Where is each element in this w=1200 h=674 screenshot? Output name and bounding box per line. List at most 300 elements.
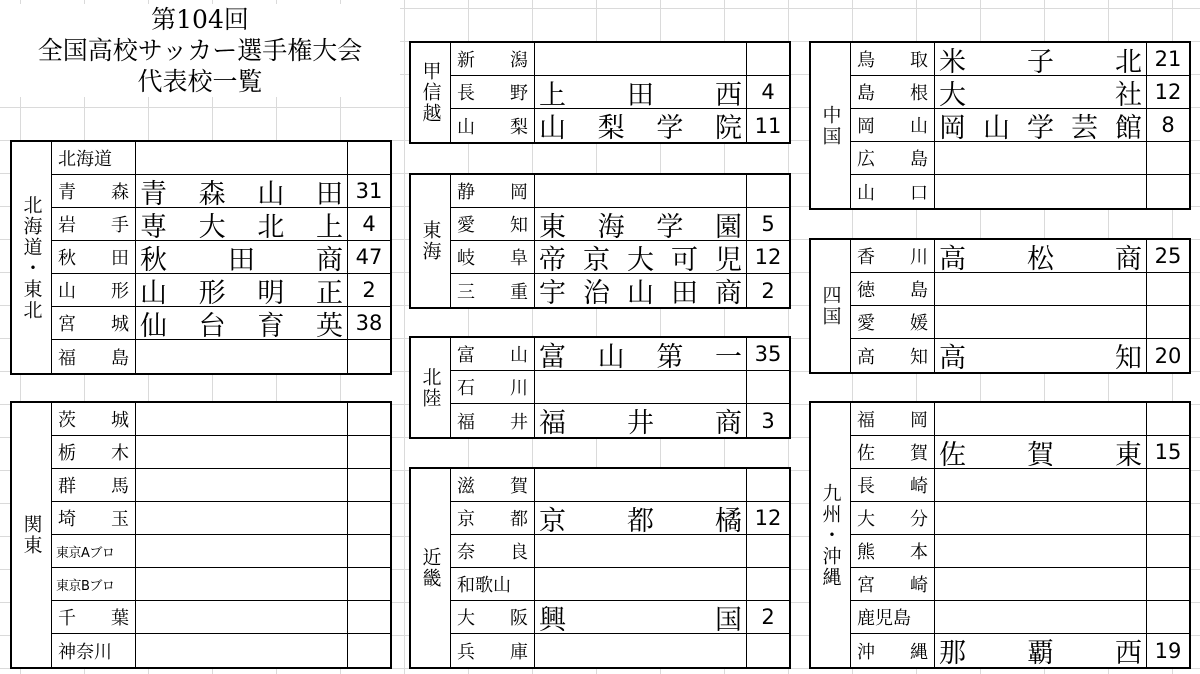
school-cell-char: 山 xyxy=(539,113,566,142)
prefecture-cell-char: 都 xyxy=(510,509,528,530)
table-row xyxy=(52,241,390,274)
table-row xyxy=(451,568,789,601)
prefecture-cell xyxy=(851,306,935,338)
school-cell xyxy=(535,371,747,403)
table-row xyxy=(451,76,789,109)
prefecture-cell: 東京Aブロ xyxy=(52,535,136,567)
prefecture-cell-char: 島 xyxy=(910,280,928,301)
prefecture-cell-char: 鳥 xyxy=(857,50,875,71)
prefecture-cell-char: 滋 xyxy=(457,476,475,497)
school-cell xyxy=(935,339,1147,372)
table-row xyxy=(451,634,789,667)
region-name: 四国 xyxy=(819,285,842,327)
school-cell-char: 高 xyxy=(939,243,966,272)
appearance-count xyxy=(1147,142,1189,174)
prefecture-cell xyxy=(451,502,535,534)
prefecture-cell-char: 岡 xyxy=(510,182,528,203)
prefecture-cell xyxy=(451,274,535,307)
school-cell-char: 佐 xyxy=(939,439,966,468)
prefecture-cell-char: 形 xyxy=(111,281,129,302)
school-cell-char: 山 xyxy=(257,178,285,207)
region-rows xyxy=(851,240,1189,372)
school-cell xyxy=(535,43,747,75)
prefecture-cell xyxy=(451,109,535,142)
school-cell-char: 橘 xyxy=(715,505,742,534)
title-line-3: 代表校一覧 xyxy=(137,67,263,96)
school-cell-char: 那 xyxy=(939,638,966,667)
school-cell-char: 北 xyxy=(257,211,285,240)
prefecture-cell-char: 山 xyxy=(857,182,875,204)
prefecture-cell-char: 木 xyxy=(111,443,129,464)
school-cell xyxy=(935,436,1147,468)
school-cell-char: 商 xyxy=(1115,243,1142,272)
prefecture-cell xyxy=(52,307,136,339)
appearance-count xyxy=(1147,568,1189,600)
appearance-count xyxy=(1147,175,1189,208)
school-cell-char: 上 xyxy=(539,79,566,108)
appearance-count xyxy=(348,436,390,468)
prefecture-cell xyxy=(851,502,935,534)
region-table xyxy=(409,336,791,439)
prefecture-cell xyxy=(52,208,136,240)
appearance-count: 2 xyxy=(761,278,775,303)
prefecture-cell-char: 馬 xyxy=(111,476,129,497)
school-cell-char: 松 xyxy=(1027,243,1054,272)
table-row xyxy=(851,502,1189,535)
school-cell-char: 商 xyxy=(715,408,742,437)
prefecture-cell-char: 埼 xyxy=(58,509,76,530)
prefecture-cell-char: 阜 xyxy=(510,248,528,269)
table-row xyxy=(851,273,1189,306)
school-cell-char: 院 xyxy=(714,113,742,142)
prefecture-cell-char: 新 xyxy=(457,50,475,71)
school-cell-char: 賀 xyxy=(1027,439,1054,468)
prefecture-cell-char: 玉 xyxy=(111,509,129,530)
school-cell-char: 社 xyxy=(1115,79,1142,108)
appearance-count: 12 xyxy=(754,506,782,530)
prefecture-cell xyxy=(52,403,136,435)
school-cell-char: 英 xyxy=(315,310,343,339)
region-rows xyxy=(451,469,789,667)
region-label xyxy=(411,338,451,437)
prefecture-cell xyxy=(451,535,535,567)
appearance-count xyxy=(348,142,390,174)
prefecture-cell: 鹿児島 xyxy=(851,601,935,633)
school-cell xyxy=(935,601,1147,633)
prefecture-cell-char: 賀 xyxy=(510,476,528,497)
region-label xyxy=(12,142,52,373)
table-row xyxy=(851,240,1189,273)
region-rows xyxy=(851,43,1189,208)
school-cell-char: 商 xyxy=(316,244,343,273)
prefecture-cell xyxy=(851,76,935,108)
school-cell xyxy=(136,208,348,240)
prefecture-cell-char: 分 xyxy=(910,509,928,530)
school-cell-char: 育 xyxy=(257,310,285,339)
region-rows xyxy=(451,175,789,307)
school-cell-char: 富 xyxy=(539,341,566,370)
appearance-count: 5 xyxy=(761,212,775,236)
table-row xyxy=(52,634,390,667)
school-cell xyxy=(535,274,747,307)
appearance-count xyxy=(348,403,390,435)
school-cell xyxy=(935,634,1147,667)
region-label xyxy=(411,469,451,667)
region-label xyxy=(811,43,851,208)
appearance-count: 35 xyxy=(754,342,782,366)
prefecture-cell-char: 山 xyxy=(457,116,475,138)
prefecture-cell xyxy=(851,43,935,75)
school-cell xyxy=(935,240,1147,272)
prefecture-cell xyxy=(52,241,136,273)
prefecture-cell-char: 知 xyxy=(910,346,928,368)
school-cell xyxy=(935,76,1147,108)
school-cell-char: 専 xyxy=(140,211,167,240)
appearance-count xyxy=(1147,469,1189,501)
table-row xyxy=(52,274,390,307)
school-cell-char: 正 xyxy=(315,277,343,306)
title-line-2: 全国高校サッカー選手権大会 xyxy=(37,36,363,65)
prefecture-cell-char: 岡 xyxy=(857,116,875,137)
table-row xyxy=(451,109,789,142)
school-cell xyxy=(535,404,747,437)
school-cell xyxy=(935,43,1147,75)
prefecture-cell-char: 大 xyxy=(857,509,875,530)
prefecture-cell-char: 三 xyxy=(457,281,475,303)
prefecture-cell-char: 阪 xyxy=(510,608,528,629)
prefecture-cell xyxy=(451,43,535,75)
appearance-count: 47 xyxy=(355,245,383,269)
table-row xyxy=(52,535,390,568)
school-cell xyxy=(935,568,1147,600)
table-row xyxy=(851,436,1189,469)
region-name: 関東 xyxy=(20,514,43,556)
school-cell-char: 青 xyxy=(140,178,167,207)
table-row xyxy=(52,502,390,535)
prefecture-cell xyxy=(851,535,935,567)
prefecture-cell-char: 城 xyxy=(111,410,129,431)
school-cell-char: 都 xyxy=(627,505,654,534)
school-cell-char: 仙 xyxy=(140,310,167,339)
school-cell-char: 西 xyxy=(715,79,742,108)
school-cell xyxy=(535,601,747,633)
appearance-count: 19 xyxy=(1154,638,1182,663)
region-name: 甲信越 xyxy=(419,61,442,124)
school-cell-char: 一 xyxy=(714,341,742,370)
school-cell-char: 治 xyxy=(583,278,610,307)
prefecture-cell xyxy=(52,469,136,501)
school-cell xyxy=(935,175,1147,208)
school-cell xyxy=(535,109,747,142)
school-cell-char: 宇 xyxy=(539,278,566,307)
table-row xyxy=(851,535,1189,568)
prefecture-cell xyxy=(451,208,535,240)
school-cell-char: 形 xyxy=(198,277,226,306)
prefecture-cell-char: 庫 xyxy=(510,641,528,663)
prefecture-cell-char: 長 xyxy=(457,83,475,104)
school-cell-char: 児 xyxy=(715,244,742,273)
appearance-count: 12 xyxy=(1154,80,1182,104)
prefecture-cell-char: 城 xyxy=(111,314,129,335)
appearance-count: 25 xyxy=(1154,244,1182,268)
region-table xyxy=(809,41,1191,210)
school-cell-char: 田 xyxy=(627,79,654,108)
region-label xyxy=(411,43,451,142)
region-table xyxy=(809,238,1191,374)
prefecture-cell xyxy=(851,436,935,468)
region-table xyxy=(809,401,1191,669)
school-cell-char: 明 xyxy=(257,277,285,306)
table-row xyxy=(52,568,390,601)
school-cell-char: 山 xyxy=(140,277,167,306)
prefecture-cell-char: 兵 xyxy=(457,641,475,663)
prefecture-cell-char: 奈 xyxy=(457,542,475,563)
prefecture-cell-char: 富 xyxy=(457,345,475,366)
prefecture-cell-char: 島 xyxy=(910,149,928,170)
table-row xyxy=(451,404,789,437)
prefecture-cell xyxy=(851,469,935,501)
prefecture-cell-char: 福 xyxy=(457,411,475,433)
region-name: 中国 xyxy=(819,104,842,147)
table-row xyxy=(52,436,390,469)
prefecture-cell xyxy=(451,76,535,108)
table-row xyxy=(851,469,1189,502)
prefecture-cell-char: 京 xyxy=(457,509,475,530)
school-cell xyxy=(935,469,1147,501)
prefecture-cell-char: 川 xyxy=(510,378,528,399)
school-cell xyxy=(935,306,1147,338)
appearance-count xyxy=(348,469,390,501)
school-cell-char: 興 xyxy=(539,604,566,633)
prefecture-cell-char: 岩 xyxy=(58,215,76,236)
school-cell xyxy=(535,535,747,567)
school-cell-char: 秋 xyxy=(140,244,167,273)
school-cell xyxy=(136,340,348,373)
school-cell-char: 福 xyxy=(539,408,566,437)
region-rows xyxy=(52,403,390,667)
region-rows xyxy=(52,142,390,373)
school-cell xyxy=(535,338,747,370)
school-cell-char: 海 xyxy=(597,211,625,240)
table-row xyxy=(451,338,789,371)
appearance-count: 3 xyxy=(761,408,775,433)
region-name: 北海道・東北 xyxy=(20,194,43,321)
school-cell xyxy=(535,568,747,600)
table-row xyxy=(52,208,390,241)
table-row xyxy=(851,339,1189,372)
school-cell-char: 高 xyxy=(939,343,966,372)
appearance-count: 20 xyxy=(1154,343,1182,368)
region-rows xyxy=(451,43,789,142)
school-cell xyxy=(935,273,1147,305)
appearance-count: 38 xyxy=(355,311,383,335)
school-cell xyxy=(136,175,348,207)
region-name: 東海 xyxy=(419,220,442,262)
school-cell xyxy=(136,568,348,600)
appearance-count xyxy=(348,568,390,600)
prefecture-cell xyxy=(451,469,535,501)
prefecture-cell-char: 知 xyxy=(510,215,528,236)
prefecture-cell-char: 愛 xyxy=(857,313,875,334)
prefecture-cell xyxy=(851,634,935,667)
prefecture-cell-char: 潟 xyxy=(510,50,528,71)
prefecture-cell-char: 福 xyxy=(857,410,875,431)
appearance-count xyxy=(747,568,789,600)
table-row xyxy=(851,568,1189,601)
appearance-count xyxy=(747,43,789,75)
prefecture-cell xyxy=(851,403,935,435)
appearance-count xyxy=(747,175,789,207)
school-cell xyxy=(935,109,1147,141)
region-table xyxy=(409,467,791,669)
school-cell-char: 井 xyxy=(627,408,654,437)
prefecture-cell-char: 静 xyxy=(457,182,475,203)
prefecture-cell-char: 取 xyxy=(910,50,928,71)
prefecture-cell-char: 山 xyxy=(58,281,76,302)
school-cell-char: 可 xyxy=(671,244,698,273)
school-cell-char: 森 xyxy=(198,178,226,207)
prefecture-cell-char: 佐 xyxy=(857,443,875,464)
region-table xyxy=(409,173,791,309)
school-cell-char: 北 xyxy=(1115,46,1142,75)
prefecture-cell-char: 山 xyxy=(510,345,528,366)
appearance-count xyxy=(348,601,390,633)
appearance-count xyxy=(348,340,390,373)
school-cell xyxy=(935,502,1147,534)
prefecture-cell-char: 広 xyxy=(857,149,875,170)
prefecture-cell-char: 川 xyxy=(910,247,928,268)
prefecture-cell-char: 熊 xyxy=(857,542,875,563)
prefecture-cell-char: 茨 xyxy=(58,410,76,431)
appearance-count: 12 xyxy=(754,245,782,269)
appearance-count xyxy=(1147,601,1189,633)
school-cell-char: 東 xyxy=(539,211,566,240)
school-cell xyxy=(136,241,348,273)
school-cell xyxy=(136,307,348,339)
school-cell-char: 東 xyxy=(1115,439,1142,468)
appearance-count xyxy=(1147,403,1189,435)
prefecture-cell-char: 良 xyxy=(510,542,528,563)
prefecture-cell-char: 愛 xyxy=(457,215,475,236)
school-cell xyxy=(535,175,747,207)
appearance-count: 31 xyxy=(355,179,383,203)
school-cell xyxy=(136,601,348,633)
table-row xyxy=(851,109,1189,142)
school-cell-char: 芸 xyxy=(1071,112,1098,141)
table-row xyxy=(851,403,1189,436)
prefecture-cell xyxy=(851,339,935,372)
prefecture-cell xyxy=(52,436,136,468)
prefecture-cell xyxy=(52,175,136,207)
school-cell xyxy=(535,634,747,667)
prefecture-cell xyxy=(451,601,535,633)
table-row xyxy=(52,469,390,502)
table-row xyxy=(451,43,789,76)
school-cell-char: 田 xyxy=(671,278,698,307)
table-row xyxy=(52,142,390,175)
school-cell xyxy=(535,76,747,108)
school-cell xyxy=(136,436,348,468)
school-cell xyxy=(935,403,1147,435)
table-row xyxy=(52,175,390,208)
appearance-count: 4 xyxy=(362,212,376,236)
appearance-count xyxy=(1147,535,1189,567)
prefecture-cell: 和歌山 xyxy=(451,568,535,600)
prefecture-cell xyxy=(52,502,136,534)
appearance-count xyxy=(348,535,390,567)
prefecture-cell-char: 大 xyxy=(457,608,475,629)
school-cell-char: 山 xyxy=(627,278,654,307)
appearance-count xyxy=(747,634,789,667)
prefecture-cell xyxy=(851,142,935,174)
school-cell xyxy=(535,469,747,501)
region-table xyxy=(409,41,791,144)
school-cell xyxy=(136,274,348,306)
prefecture-cell-char: 香 xyxy=(857,247,875,268)
table-row xyxy=(52,601,390,634)
prefecture-cell-char: 森 xyxy=(111,182,129,203)
school-cell xyxy=(535,241,747,273)
school-cell-char: 山 xyxy=(597,341,625,370)
appearance-count: 2 xyxy=(761,605,775,629)
prefecture-cell-char: 岡 xyxy=(910,410,928,431)
school-cell xyxy=(935,535,1147,567)
prefecture-cell-char: 手 xyxy=(111,215,129,236)
school-cell-char: 上 xyxy=(315,211,343,240)
region-name: 北陸 xyxy=(419,366,442,409)
appearance-count xyxy=(1147,306,1189,338)
prefecture-cell xyxy=(451,634,535,667)
appearance-count: 11 xyxy=(754,113,782,138)
table-row xyxy=(851,175,1189,208)
prefecture-cell-char: 根 xyxy=(910,83,928,104)
region-label xyxy=(811,403,851,667)
prefecture-cell xyxy=(851,240,935,272)
school-cell-char: 京 xyxy=(583,244,610,273)
school-cell-char: 岡 xyxy=(939,112,966,141)
region-table xyxy=(10,140,392,375)
prefecture-cell-char: 石 xyxy=(457,378,475,399)
prefecture-cell-char: 千 xyxy=(58,608,76,629)
appearance-count: 2 xyxy=(362,278,376,302)
school-cell-char: 帝 xyxy=(539,244,566,273)
school-cell-char: 大 xyxy=(198,211,226,240)
prefecture-cell xyxy=(451,371,535,403)
prefecture-cell xyxy=(451,241,535,273)
region-rows xyxy=(451,338,789,437)
prefecture-cell xyxy=(52,274,136,306)
school-cell-char: 学 xyxy=(656,113,684,142)
prefecture-cell xyxy=(851,568,935,600)
appearance-count xyxy=(747,371,789,403)
table-row xyxy=(52,307,390,340)
school-cell-char: 山 xyxy=(983,112,1010,141)
appearance-count xyxy=(1147,502,1189,534)
prefecture-cell xyxy=(52,601,136,633)
prefecture-cell xyxy=(52,340,136,373)
prefecture-cell-char: 徳 xyxy=(857,280,875,301)
table-row xyxy=(52,340,390,373)
school-cell-char: 館 xyxy=(1115,112,1142,141)
table-row xyxy=(851,43,1189,76)
appearance-count: 15 xyxy=(1154,440,1182,464)
appearance-count xyxy=(747,535,789,567)
prefecture-cell: 神奈川 xyxy=(52,634,136,667)
prefecture-cell-char: 長 xyxy=(857,476,875,497)
school-cell xyxy=(935,142,1147,174)
appearance-count: 8 xyxy=(1161,113,1175,137)
table-row xyxy=(451,208,789,241)
